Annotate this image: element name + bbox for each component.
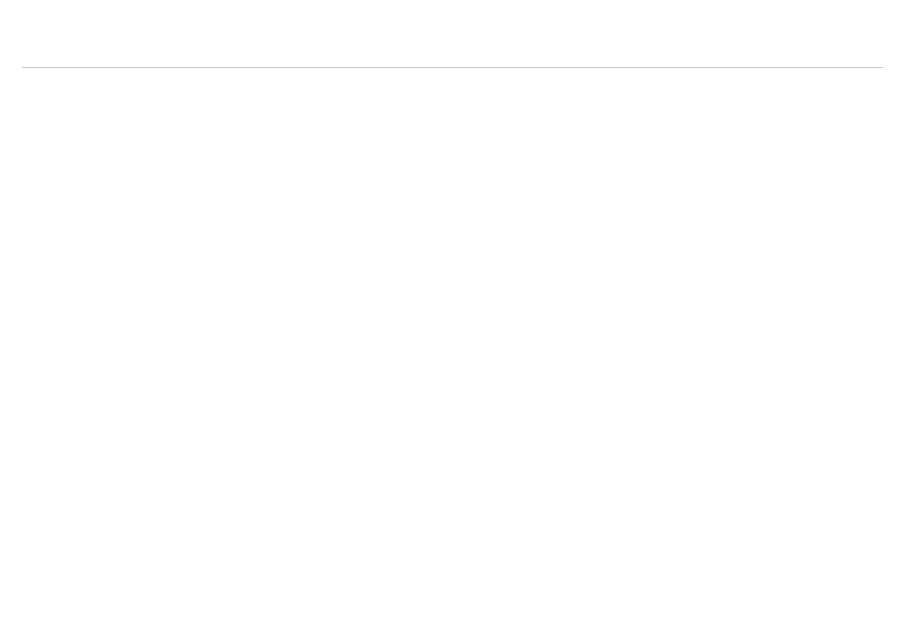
row-divider	[22, 67, 883, 68]
register-row	[0, 62, 905, 67]
